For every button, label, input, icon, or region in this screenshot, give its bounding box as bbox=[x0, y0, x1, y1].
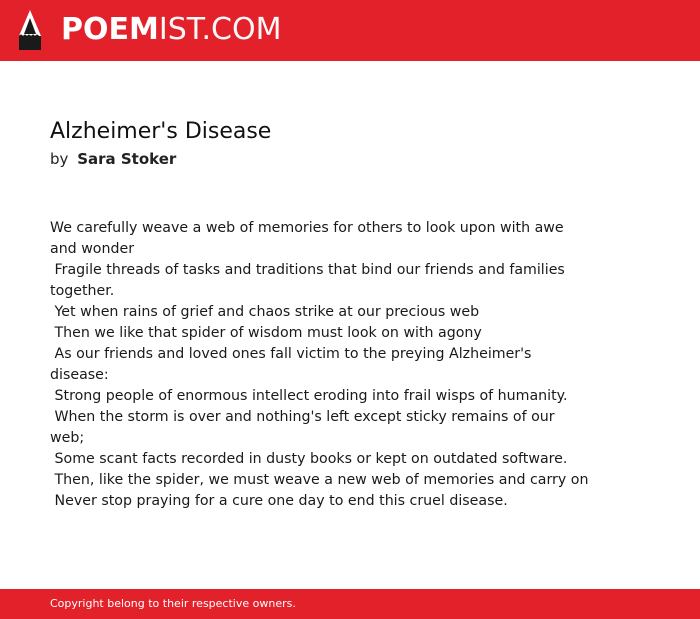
logo-bold-text: POEM bbox=[61, 12, 159, 47]
poem-line: Then we like that spider of wisdom must look on with agony bbox=[50, 325, 482, 341]
pencil-tip-icon bbox=[17, 9, 43, 51]
site-logo[interactable] bbox=[61, 11, 281, 49]
poem-line: As our friends and loved ones fall victim to the preying Alzheimer's disease: bbox=[50, 346, 536, 383]
poem-body bbox=[50, 218, 590, 512]
poem-title: Alzheimer's Disease bbox=[50, 119, 272, 144]
site-header bbox=[0, 0, 700, 61]
poem-line: Some scant facts recorded in dusty books or kept on outdated software. bbox=[50, 451, 568, 467]
poem-line: Yet when rains of grief and chaos strike at our precious web bbox=[50, 304, 480, 320]
site-footer bbox=[0, 589, 700, 619]
poem-line: Never stop praying for a cure one day to end this cruel disease. bbox=[50, 493, 508, 509]
author-name[interactable]: Sara Stoker bbox=[77, 150, 177, 168]
poem-line: We carefully weave a web of memories for others to look upon with awe and wonder bbox=[50, 220, 569, 257]
by-label: by bbox=[50, 150, 69, 168]
poem-line: When the storm is over and nothing's left except sticky remains of our web; bbox=[50, 409, 560, 446]
byline bbox=[50, 148, 176, 170]
copyright-text: Copyright belong to their respective owners. bbox=[50, 597, 296, 610]
poem-line: Strong people of enormous intellect eroding into frail wisps of humanity. bbox=[50, 388, 568, 404]
logo-light-text: IST.COM bbox=[158, 12, 282, 47]
poem-line: Fragile threads of tasks and traditions that bind our friends and families together. bbox=[50, 262, 570, 299]
poem-line: Then, like the spider, we must weave a new web of memories and carry on bbox=[50, 472, 589, 488]
